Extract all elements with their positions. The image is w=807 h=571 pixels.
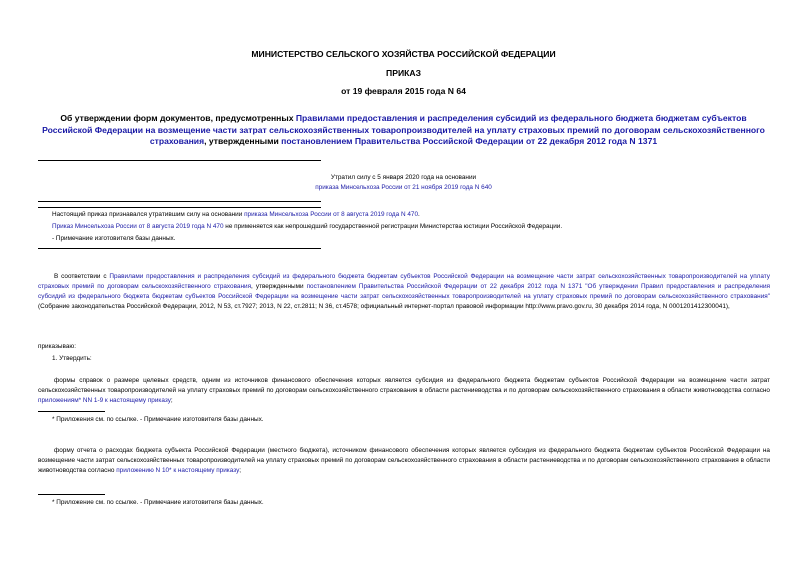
order-word: приказываю: (38, 343, 76, 350)
footnote-1: * Приложения см. по ссылке. - Примечание изготовителя базы данных. (52, 416, 264, 423)
document-date: от 19 февраля 2015 года N 64 (341, 86, 466, 96)
forms-text: форму отчета о расходах бюджета субъекта Российской Федерации (местного бюджета), источником финансового обеспечения которых является субсидия из федерального бюджета бюджетам субъектов Российской Федерации на возмещение части затрат сельскохозяйственных товаропроизводителей на уплату страховых премий по договорам сельскохозяйственного страхования в области растениеводства и по договорам сельскохозяйственного страхования в области животноводства согласно (38, 447, 770, 474)
document-type: ПРИКАЗ (386, 68, 421, 78)
preamble-text: , утвержденными (251, 283, 307, 290)
appendix-1-9-link[interactable]: приложениям* NN 1-9 к настоящему приказу (38, 397, 171, 404)
note-text: не применяется как непрошедший государственной регистрации Министерства юстиции Российской Федерации. (223, 223, 563, 230)
forms-text: формы справок о размере целевых средств, одним из источников финансового обеспечения которых является субсидия из федерального бюджета бюджетам субъектов Российской Федерации на возмещение части затрат сельскохозяйственных товаропроизводителей на уплату страховых премий по договорам сельскохозяйственного страхования в области растениеводства и по договорам сельскохозяйственного страхования в области животноводства согласно (38, 377, 770, 394)
forms-text: ; (239, 467, 242, 474)
note-link-470[interactable]: приказа Минсельхоза России от 8 августа 2019 года N 470 (244, 211, 419, 218)
preamble-text: (Собрание законодательства Российской Федерации, 2012, N 53, ст.7927; 2013, N 22, ст.2811; N 36, ст.4578; официальный интернет-портал правовой информации http://www.pravo.gov.ru, 30 декабря 2014 года, N 0001201412300041), (38, 303, 730, 310)
ministry-name: МИНИСТЕРСТВО СЕЛЬСКОГО ХОЗЯЙСТВА РОССИЙСКОЙ ФЕДЕРАЦИИ (251, 49, 556, 59)
title-text: Об утверждении форм документов, предусмотренных (60, 113, 296, 123)
divider (38, 201, 321, 202)
preamble-text: В соответствии с (54, 273, 110, 280)
note-line-3: - Примечание изготовителя базы данных. (52, 235, 176, 242)
status-text: Утратил силу с 5 января 2020 года на основании (330, 174, 477, 181)
status-link[interactable]: приказа Минсельхоза России от 21 ноября 2019 года N 640 (315, 184, 492, 191)
footnote-divider (38, 494, 105, 495)
note-link-470-order[interactable]: Приказ Минсельхоза России от 8 августа 2019 года N 470 (52, 223, 224, 230)
status-block (0, 173, 807, 193)
preamble (38, 272, 770, 312)
divider (38, 207, 321, 208)
forms-text: ; (170, 397, 173, 404)
title-rules-link[interactable]: Правилами предоставления и распределения субсидий из федерального бюджета бюджетам субъектов Российской Федерации на возмещение части затрат сельскохозяйственных товаропроизводителей на уплату страховых премий по договорам сельскохозяйственного страхования (42, 113, 765, 146)
note-text: Настоящий приказ признавался утратившим силу на основании (52, 211, 245, 218)
title-text: , утвержденными (204, 136, 282, 146)
document-title (40, 113, 767, 148)
appendix-10-link[interactable]: приложению N 10* к настоящему приказу (116, 467, 240, 474)
footnote-2: * Приложение см. по ссылке. - Примечание изготовителя базы данных. (52, 499, 264, 506)
preamble-decree-link[interactable]: постановлением Правительства Российской Федерации от 22 декабря 2012 года N 1371 "Об утверждении Правил предоставления и распределения субсидий из федерального бюджета бюджетам субъектов Российской Федерации на возмещение части затрат сельскохозяйственных товаропроизводителей на уплату страховых премий по договорам сельскохозяйственного страхования" (38, 283, 770, 300)
divider (38, 160, 321, 161)
note-line-1 (52, 210, 772, 220)
divider (38, 248, 321, 249)
preamble-rules-link[interactable]: Правилами предоставления и распределения субсидий из федерального бюджета бюджетам субъектов Российской Федерации на возмещение части затрат сельскохозяйственных товаропроизводителей на уплату страховых премий по договорам сельскохозяйственного страхования (38, 273, 771, 290)
note-line-2 (52, 222, 772, 232)
forms-paragraph-1 (38, 376, 770, 406)
title-decree-link[interactable]: постановлением Правительства Российской Федерации от 22 декабря 2012 года N 1371 (281, 136, 658, 146)
item-1: 1. Утвердить: (52, 355, 92, 362)
footnote-divider (38, 411, 105, 412)
note-text: . (418, 211, 420, 218)
forms-paragraph-2 (38, 446, 770, 476)
